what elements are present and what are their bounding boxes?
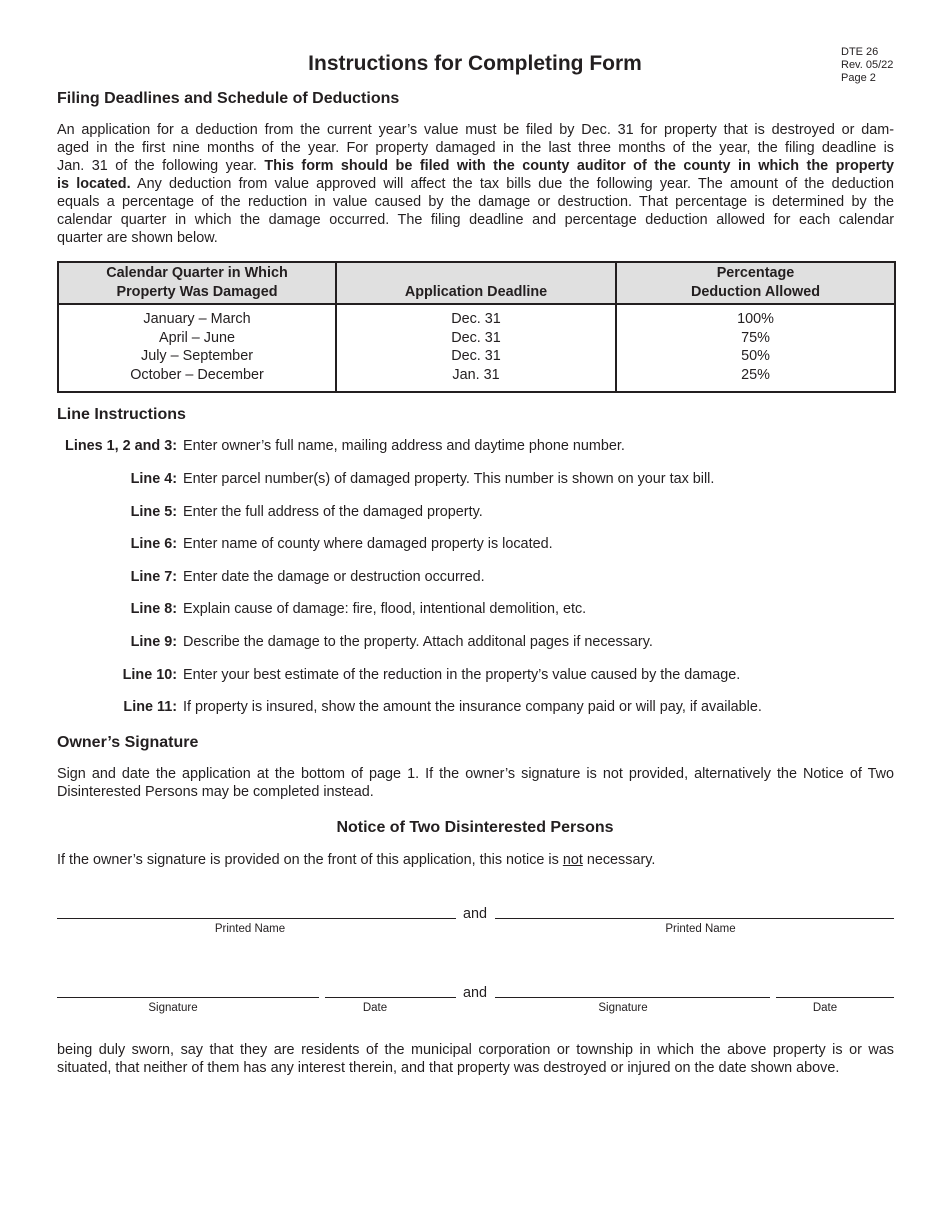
deadline-value: Dec. 31 bbox=[451, 311, 501, 327]
line-text: If property is insured, show the amount the insurance company paid or will pay, if available. bbox=[183, 699, 762, 715]
deadlines-table bbox=[57, 261, 896, 393]
notice-text bbox=[57, 851, 894, 869]
header-quarter bbox=[58, 262, 336, 304]
header-line: Calendar Quarter in Which bbox=[106, 265, 288, 281]
line-label: Line 4: bbox=[130, 471, 177, 487]
line-text: Describe the damage to the property. Attach additonal pages if necessary. bbox=[183, 634, 653, 650]
filing-line bbox=[57, 175, 894, 193]
filing-line: quarter are shown below. bbox=[57, 230, 218, 246]
percentage-cell bbox=[616, 304, 895, 392]
signature-label: Signature bbox=[598, 1002, 648, 1014]
line-instruction-item bbox=[57, 503, 894, 521]
header-percentage bbox=[616, 262, 895, 304]
notice-text-pre: If the owner’s signature is provided on the front of this application, this notice is bbox=[57, 852, 563, 868]
line-text: Enter the full address of the damaged property. bbox=[183, 504, 483, 520]
notice-heading: Notice of Two Disinterested Persons bbox=[336, 819, 614, 836]
signature-line-2[interactable] bbox=[495, 997, 770, 998]
deadline-value: Dec. 31 bbox=[451, 329, 501, 346]
percentage-value: 25% bbox=[741, 367, 770, 384]
header-line: Percentage bbox=[716, 265, 795, 281]
owner-signature-heading: Owner’s Signature bbox=[57, 734, 199, 751]
header-line: Property Was Damaged bbox=[116, 284, 278, 300]
filing-bold-text: This form should be filed with the county auditor of the county in which the property bbox=[264, 158, 894, 174]
signature-label: Signature bbox=[148, 1002, 198, 1014]
line-label: Line 5: bbox=[130, 504, 177, 520]
and-connector: and bbox=[463, 906, 488, 922]
deadline-cell bbox=[336, 304, 616, 392]
line-text: Enter parcel number(s) of damaged property. This number is shown on your tax bill. bbox=[183, 471, 715, 487]
filing-bold-text: is located. bbox=[57, 176, 131, 192]
closing-line: situated, that neither of them has any interest therein, and that property was destroyed or injured on the date shown above. bbox=[57, 1060, 840, 1076]
line-instruction-item bbox=[57, 633, 894, 651]
quarter-value: January – March bbox=[143, 311, 251, 327]
page-number: Page 2 bbox=[841, 72, 876, 84]
percentage-value: 75% bbox=[741, 329, 770, 346]
printed-name-line-2[interactable] bbox=[495, 918, 894, 919]
owner-signature-paragraph bbox=[57, 765, 894, 801]
header-line: Deduction Allowed bbox=[691, 284, 820, 300]
date-line-1[interactable] bbox=[325, 997, 456, 998]
quarter-value: October – December bbox=[130, 367, 264, 384]
header-line: Application Deadline bbox=[404, 284, 548, 300]
owner-signature-line: Disinterested Persons may be completed instead. bbox=[57, 784, 374, 800]
header-deadline bbox=[336, 262, 616, 304]
line-instruction-item bbox=[57, 437, 894, 455]
percentage-value: 50% bbox=[741, 348, 770, 365]
quarter-value: April – June bbox=[159, 329, 235, 346]
line-instruction-item bbox=[57, 568, 894, 586]
line-label: Line 9: bbox=[130, 634, 177, 650]
filing-deadlines-heading: Filing Deadlines and Schedule of Deductions bbox=[57, 90, 400, 107]
line-label: Line 10: bbox=[122, 667, 177, 683]
date-label: Date bbox=[362, 1002, 388, 1014]
line-label: Line 8: bbox=[130, 601, 177, 617]
line-text: Explain cause of damage: fire, flood, intentional demolition, etc. bbox=[183, 601, 587, 617]
line-text: Enter your best estimate of the reduction in the property’s value caused by the damage. bbox=[183, 667, 741, 683]
line-instruction-item bbox=[57, 535, 894, 553]
form-revision: Rev. 05/22 bbox=[841, 59, 894, 71]
percentage-value: 100% bbox=[737, 311, 774, 327]
and-connector: and bbox=[463, 985, 488, 1001]
line-instruction-item bbox=[57, 600, 894, 618]
line-instructions-heading: Line Instructions bbox=[57, 406, 186, 423]
quarter-value: July – September bbox=[141, 348, 253, 365]
line-label: Line 11: bbox=[123, 699, 177, 715]
filing-line bbox=[57, 157, 894, 175]
filing-line: aged in the first nine months of the year. For property damaged in the last three months of the year, the filing deadline is bbox=[57, 140, 894, 156]
line-label: Lines 1, 2 and 3: bbox=[65, 438, 177, 454]
quarter-cell bbox=[58, 304, 336, 392]
line-text: Enter date the damage or destruction occurred. bbox=[183, 569, 485, 585]
signature-line-1[interactable] bbox=[57, 997, 319, 998]
filing-paragraph bbox=[57, 121, 894, 247]
date-label: Date bbox=[812, 1002, 838, 1014]
deadline-value: Dec. 31 bbox=[451, 348, 501, 365]
line-instruction-item bbox=[57, 698, 894, 716]
page-title: Instructions for Completing Form bbox=[308, 52, 642, 75]
form-number: DTE 26 bbox=[841, 46, 879, 58]
line-label: Line 7: bbox=[130, 569, 177, 585]
closing-paragraph bbox=[57, 1041, 894, 1077]
filing-line: An application for a deduction from the current year’s value must be filed by Dec. 31 for property that is destroyed or dam- bbox=[57, 122, 894, 138]
table-header-row bbox=[58, 262, 895, 304]
filing-line: equals a percentage of the reduction in value caused by the damage or destruction. That percentage is determined by the bbox=[57, 194, 894, 210]
deadline-value: Jan. 31 bbox=[452, 367, 500, 384]
line-text: Enter owner’s full name, mailing address and daytime phone number. bbox=[183, 438, 625, 454]
line-instruction-item bbox=[57, 470, 894, 488]
notice-text-post: necessary. bbox=[582, 852, 656, 868]
filing-line: calendar quarter in which the damage occurred. The filing deadline and percentage deduction allowed for each calendar bbox=[57, 212, 894, 228]
notice-text-underlined: not bbox=[562, 852, 583, 868]
owner-signature-line: Sign and date the application at the bottom of page 1. If the owner’s signature is not provided, alternatively the Notice of Two bbox=[57, 766, 894, 782]
printed-name-line-1[interactable] bbox=[57, 918, 456, 919]
closing-line: being duly sworn, say that they are residents of the municipal corporation or township in which the above property is or was bbox=[57, 1042, 894, 1058]
printed-name-label: Printed Name bbox=[214, 923, 286, 935]
printed-name-label: Printed Name bbox=[665, 923, 736, 935]
table-row bbox=[58, 304, 895, 392]
line-text: Enter name of county where damaged property is located. bbox=[183, 536, 553, 552]
line-label: Line 6: bbox=[130, 536, 177, 552]
filing-text: Jan. 31 of the following year. bbox=[57, 158, 265, 174]
filing-text: Any deduction from value approved will affect the tax bills due the following year. The amount of the deduction bbox=[130, 176, 894, 192]
line-instruction-item bbox=[57, 666, 894, 684]
date-line-2[interactable] bbox=[776, 997, 894, 998]
